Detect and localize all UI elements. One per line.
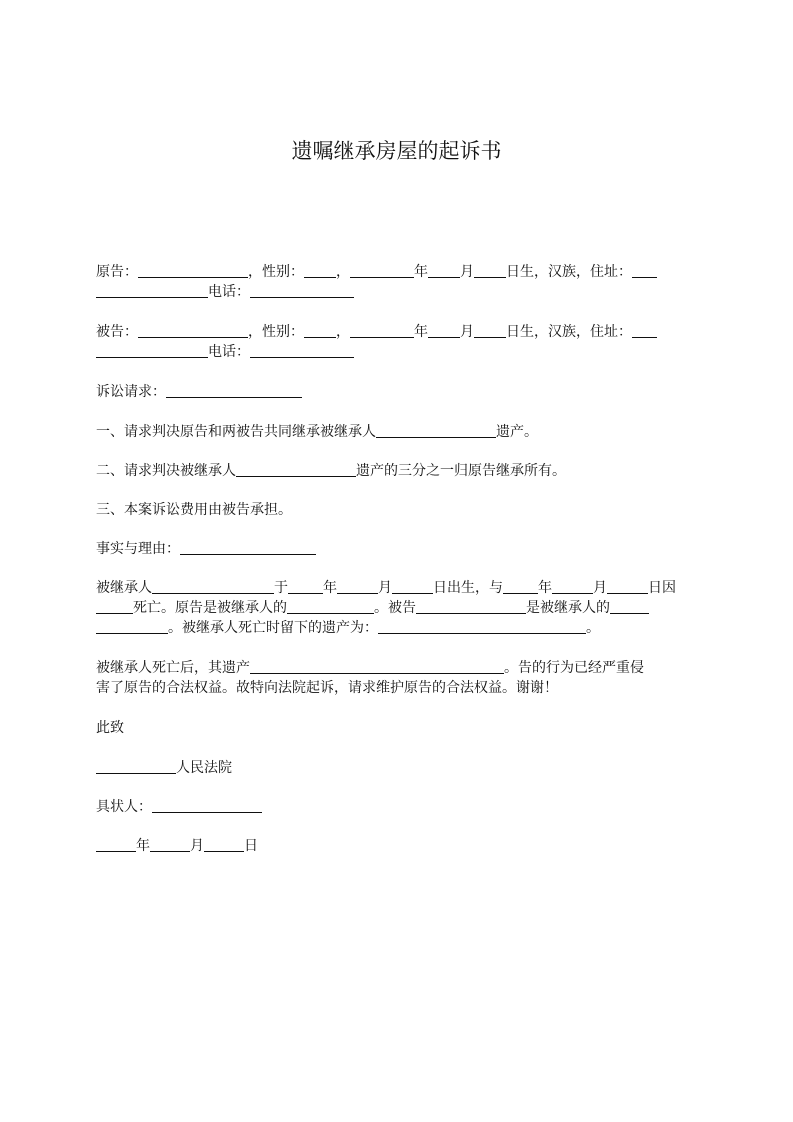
court-line <box>96 758 698 778</box>
claim-item-2 <box>96 461 698 481</box>
facts-text-month-2: 月 <box>593 580 607 596</box>
date-month-blank[interactable] <box>150 836 190 852</box>
plaintiff-label: 原告： <box>96 264 138 280</box>
plaintiff-month-label: 月 <box>460 264 474 280</box>
facts-p2-text: 被继承人死亡后，其遗产 <box>96 660 250 676</box>
defendant-birth-year-blank[interactable] <box>350 322 414 338</box>
facts-birth-day-blank[interactable] <box>392 578 433 594</box>
document-title: 遗嘱继承房屋的起诉书 <box>291 139 502 163</box>
facts-death-day-blank[interactable] <box>607 578 648 594</box>
defendant-line-1 <box>96 322 698 342</box>
date-year-label: 年 <box>136 838 150 854</box>
defendant-address-blank-2[interactable] <box>96 342 208 358</box>
defendant-birth-month-blank[interactable] <box>428 322 460 338</box>
facts-defendant-relation-blank-2[interactable] <box>96 618 168 634</box>
facts-heading-label: 事实与理由： <box>96 541 180 557</box>
facts-decedent-blank[interactable] <box>152 578 274 594</box>
defendant-year-label: 年 <box>414 324 428 340</box>
defendant-line-2 <box>96 342 698 362</box>
date-line <box>96 836 698 856</box>
signer-label: 具状人： <box>96 799 152 815</box>
date-day-label: 日 <box>244 838 258 854</box>
facts-line-3 <box>96 618 698 638</box>
facts-decedent-label: 被继承人 <box>96 580 152 596</box>
facts-text-plaintiff-relation: 死亡。原告是被继承人的 <box>133 600 287 616</box>
facts-line-2 <box>96 598 698 618</box>
facts-text-defendant-relation: 是被继承人的 <box>526 600 610 616</box>
plaintiff-line-2 <box>96 282 698 302</box>
plaintiff-comma: ， <box>336 264 350 280</box>
claims-blank[interactable] <box>166 382 302 398</box>
facts-text-period: 。 <box>586 620 600 636</box>
defendant-address-label: 日生，汉族，住址： <box>506 324 632 340</box>
claims-heading-label: 诉讼请求： <box>96 384 166 400</box>
claim-2-suffix: 遗产的三分之一归原告继承所有。 <box>356 463 566 479</box>
facts-defendant-name-blank[interactable] <box>416 598 526 614</box>
facts-text-born: 日出生，与 <box>433 580 503 596</box>
salutation: 此致 <box>96 720 124 736</box>
defendant-comma: ， <box>336 324 350 340</box>
defendant-phone-label: 电话： <box>208 344 250 360</box>
defendant-address-blank-1[interactable] <box>632 322 657 338</box>
facts-line-1 <box>96 578 698 598</box>
facts-estate-blank[interactable] <box>378 618 586 634</box>
defendant-birth-day-blank[interactable] <box>474 322 506 338</box>
plaintiff-phone-label: 电话： <box>208 284 250 300</box>
date-month-label: 月 <box>190 838 204 854</box>
facts-defendant-relation-blank-1[interactable] <box>610 598 649 614</box>
claim-1-decedent-blank[interactable] <box>376 422 496 438</box>
defendant-label: 被告： <box>96 324 138 340</box>
plaintiff-gender-label: ，性别： <box>248 264 304 280</box>
claim-2-decedent-blank[interactable] <box>236 461 356 477</box>
facts-text-estate: 。被继承人死亡时留下的遗产为： <box>168 620 378 636</box>
facts-death-month-blank[interactable] <box>552 578 593 594</box>
facts-birth-year-blank[interactable] <box>288 578 323 594</box>
plaintiff-year-label: 年 <box>414 264 428 280</box>
facts-estate-disposition-blank[interactable] <box>250 658 504 674</box>
defendant-gender-label: ，性别： <box>248 324 304 340</box>
court-label: 人民法院 <box>176 760 232 776</box>
claim-1-text: 一、请求判决原告和两被告共同继承被继承人 <box>96 424 376 440</box>
facts-death-year-blank[interactable] <box>503 578 538 594</box>
plaintiff-birth-day-blank[interactable] <box>474 262 506 278</box>
claim-1-suffix: 遗产。 <box>496 424 538 440</box>
facts-text-year-1: 年 <box>323 580 337 596</box>
claim-item-1 <box>96 422 698 442</box>
plaintiff-name-blank[interactable] <box>138 262 248 278</box>
plaintiff-birth-month-blank[interactable] <box>428 262 460 278</box>
facts-text-year-2: 年 <box>538 580 552 596</box>
claim-2-text: 二、请求判决被继承人 <box>96 463 236 479</box>
defendant-gender-blank[interactable] <box>304 322 336 338</box>
plaintiff-line-1 <box>96 262 698 282</box>
facts-death-cause-blank[interactable] <box>96 598 133 614</box>
plaintiff-birth-year-blank[interactable] <box>350 262 414 278</box>
facts-p2-line-1 <box>96 658 698 678</box>
signer-blank[interactable] <box>152 797 262 813</box>
date-day-blank[interactable] <box>204 836 244 852</box>
facts-text-month-1: 月 <box>378 580 392 596</box>
court-name-blank[interactable] <box>96 758 176 774</box>
facts-text-cause: 日因 <box>648 580 676 596</box>
facts-heading <box>96 539 698 559</box>
plaintiff-address-blank-2[interactable] <box>96 282 208 298</box>
facts-text-yu: 于 <box>274 580 288 596</box>
signer-line <box>96 797 698 817</box>
plaintiff-address-label: 日生，汉族，住址： <box>506 264 632 280</box>
claim-item-3: 三、本案诉讼费用由被告承担。 <box>96 502 292 518</box>
plaintiff-phone-blank[interactable] <box>250 282 354 298</box>
facts-p2-text-2: 。告的行为已经严重侵 <box>504 660 644 676</box>
defendant-phone-blank[interactable] <box>250 342 354 358</box>
facts-blank[interactable] <box>180 539 316 555</box>
facts-text-defendant: 。被告 <box>374 600 416 616</box>
plaintiff-gender-blank[interactable] <box>304 262 336 278</box>
facts-plaintiff-relation-blank[interactable] <box>287 598 374 614</box>
facts-birth-month-blank[interactable] <box>337 578 378 594</box>
defendant-month-label: 月 <box>460 324 474 340</box>
defendant-name-blank[interactable] <box>138 322 248 338</box>
claims-heading <box>96 382 698 402</box>
plaintiff-address-blank-1[interactable] <box>632 262 657 278</box>
facts-p2-line-2: 害了原告的合法权益。故特向法院起诉，请求维护原告的合法权益。谢谢！ <box>96 680 558 696</box>
date-year-blank[interactable] <box>96 836 136 852</box>
